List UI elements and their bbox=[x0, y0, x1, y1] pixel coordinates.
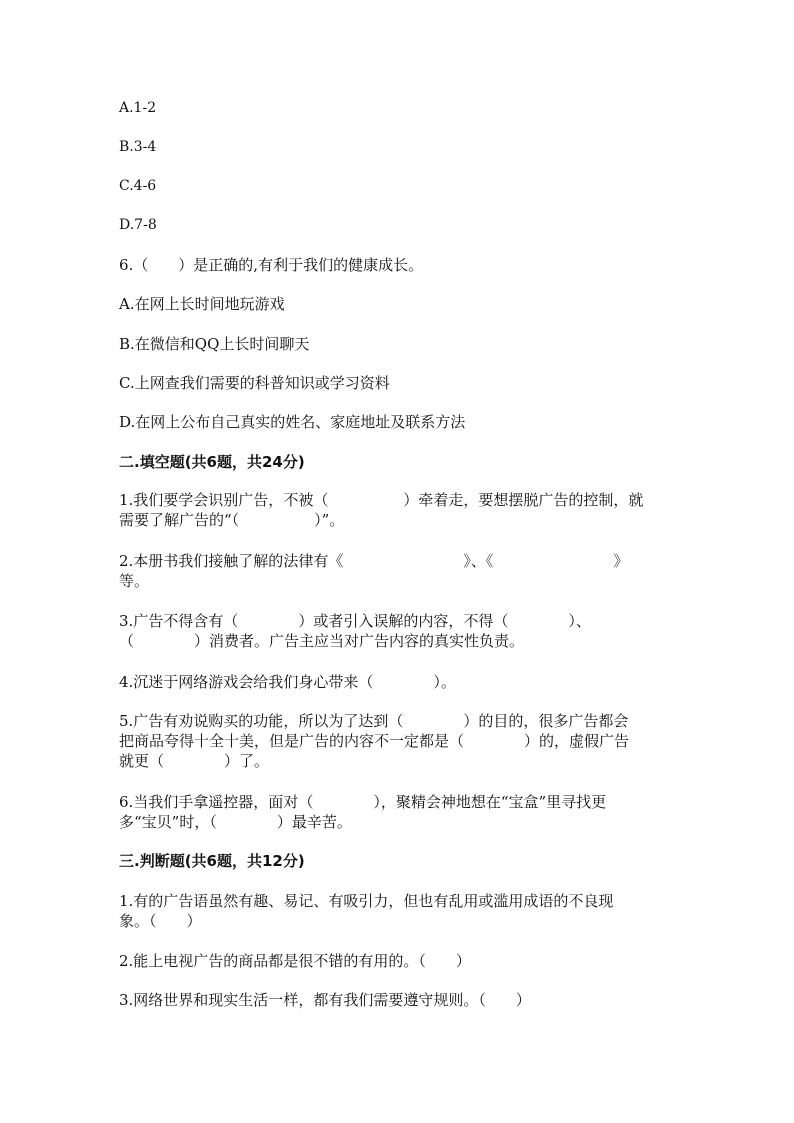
fill-q2-line1: 2.本册书我们接触了解的法律有《 》、《 》 bbox=[119, 552, 629, 570]
judge-question-3 bbox=[119, 990, 675, 1010]
fill-q1-line1: 1.我们要学会识别广告，不被（ ）牵着走，要想摆脱广告的控制，就 bbox=[119, 491, 644, 509]
fill-question-2 bbox=[119, 551, 675, 591]
q5-option-b: B.3-4 bbox=[119, 139, 157, 155]
judge-q1-line1: 1.有的广告语虽然有趣、易记、有吸引力，但也有乱用或滥用成语的不良现 bbox=[119, 892, 614, 910]
fill-q5-line3: 就更（ ）了。 bbox=[119, 752, 270, 770]
q6-option-c: C.上网查我们需要的科普知识或学习资料 bbox=[119, 374, 390, 392]
fill-question-4 bbox=[119, 672, 675, 692]
fill-q6-line2: 多“宝贝”时，（ ）最辛苦。 bbox=[119, 813, 352, 831]
fill-question-6 bbox=[119, 792, 675, 832]
fill-q5-line2: 把商品夸得十全十美，但是广告的内容不一定都是（ ）的，虚假广告 bbox=[119, 732, 630, 750]
fill-question-1 bbox=[119, 490, 675, 530]
judge-q1-line2: 象。（ ） bbox=[119, 912, 202, 930]
fill-q4-line1: 4.沉迷于网络游戏会给我们身心带来（ ）。 bbox=[119, 673, 456, 691]
judge-question-2 bbox=[119, 951, 675, 971]
fill-q2-line2: 等。 bbox=[119, 572, 150, 590]
fill-q5-line1: 5.广告有劝说购买的功能，所以为了达到（ ）的目的，很多广告都会 bbox=[119, 712, 629, 730]
fill-q6-line1: 6.当我们手拿遥控器，面对（ ），聚精会神地想在“宝盒”里寻找更 bbox=[119, 793, 607, 811]
q5-option-c: C.4-6 bbox=[119, 178, 157, 194]
section2-title: 二.填空题(共6题，共24分) bbox=[119, 453, 305, 471]
fill-q3-line1: 3.广告不得含有（ ）或者引入误解的内容，不得（ ）、 bbox=[119, 612, 591, 630]
fill-q3-line2: （ ）消费者。广告主应当对广告内容的真实性负责。 bbox=[119, 632, 525, 650]
q6-stem: 6.（ ）是正确的,有利于我们的健康成长。 bbox=[119, 256, 424, 274]
fill-q1-line2: 需要了解广告的“（ ）”。 bbox=[119, 511, 345, 529]
judge-question-1 bbox=[119, 891, 675, 931]
judge-q3-line1: 3.网络世界和现实生活一样，都有我们需要遵守规则。（ ） bbox=[119, 991, 531, 1009]
fill-question-3 bbox=[119, 611, 675, 651]
q6-option-b: B.在微信和QQ上长时间聊天 bbox=[119, 335, 310, 353]
section3-title: 三.判断题(共6题，共12分) bbox=[119, 852, 305, 870]
q6-option-a: A.在网上长时间地玩游戏 bbox=[119, 295, 285, 313]
q5-option-d: D.7-8 bbox=[119, 217, 157, 233]
q5-option-a: A.1-2 bbox=[119, 100, 157, 116]
fill-question-5 bbox=[119, 711, 675, 771]
q6-option-d: D.在网上公布自己真实的姓名、家庭地址及联系方法 bbox=[119, 413, 466, 431]
judge-q2-line1: 2.能上电视广告的商品都是很不错的有用的。（ ） bbox=[119, 952, 471, 970]
